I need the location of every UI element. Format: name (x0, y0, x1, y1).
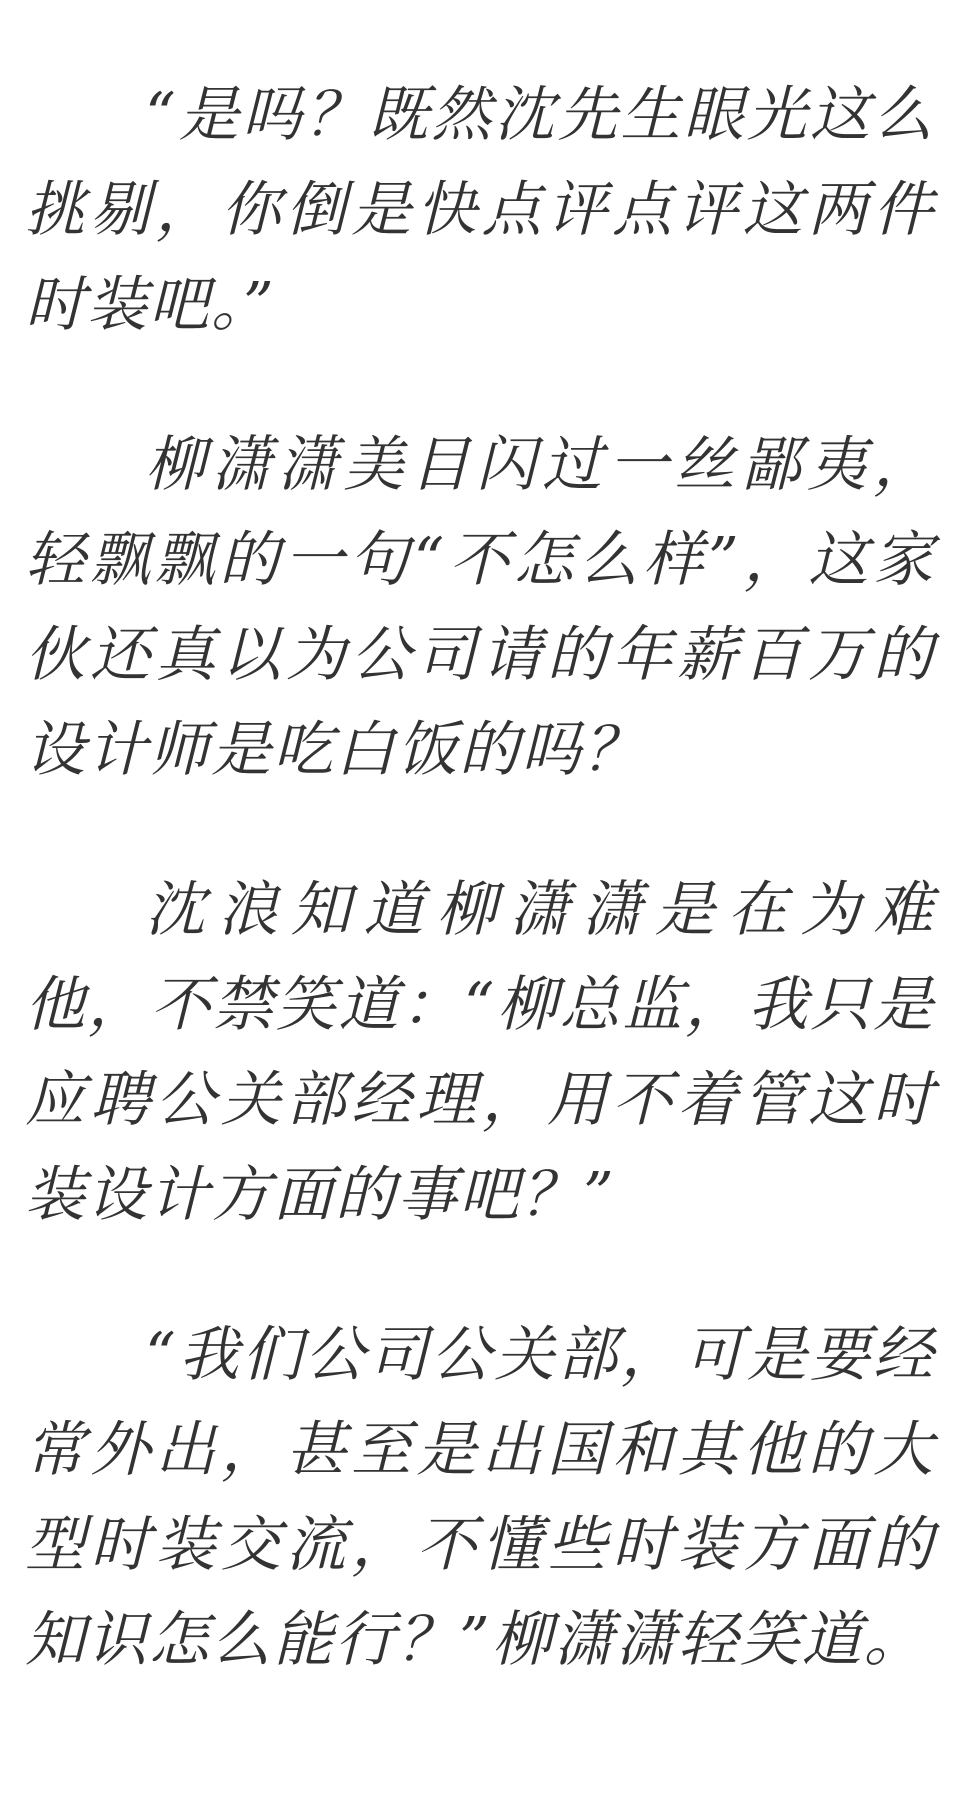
novel-paragraph: 沈浪知道柳潇潇是在为难他，不禁笑道：“柳总监，我只是应聘公关部经理，用不着管这时装设计方面的事吧？” (25, 875, 935, 1230)
novel-paragraph: “我们公司公关部，可是要经常外出，甚至是出国和其他的大型时装交流，不懂些时装方面的知识怎么能行？”柳潇潇轻笑道。 (25, 1320, 935, 1675)
novel-paragraph: “是吗？既然沈先生眼光这么挑剔，你倒是快点评点评这两件时装吧。” (25, 80, 935, 340)
novel-paragraph: 柳潇潇美目闪过一丝鄙夷，轻飘飘的一句“不怎么样”，这家伙还真以为公司请的年薪百万的设计师是吃白饭的吗？ (25, 430, 935, 785)
